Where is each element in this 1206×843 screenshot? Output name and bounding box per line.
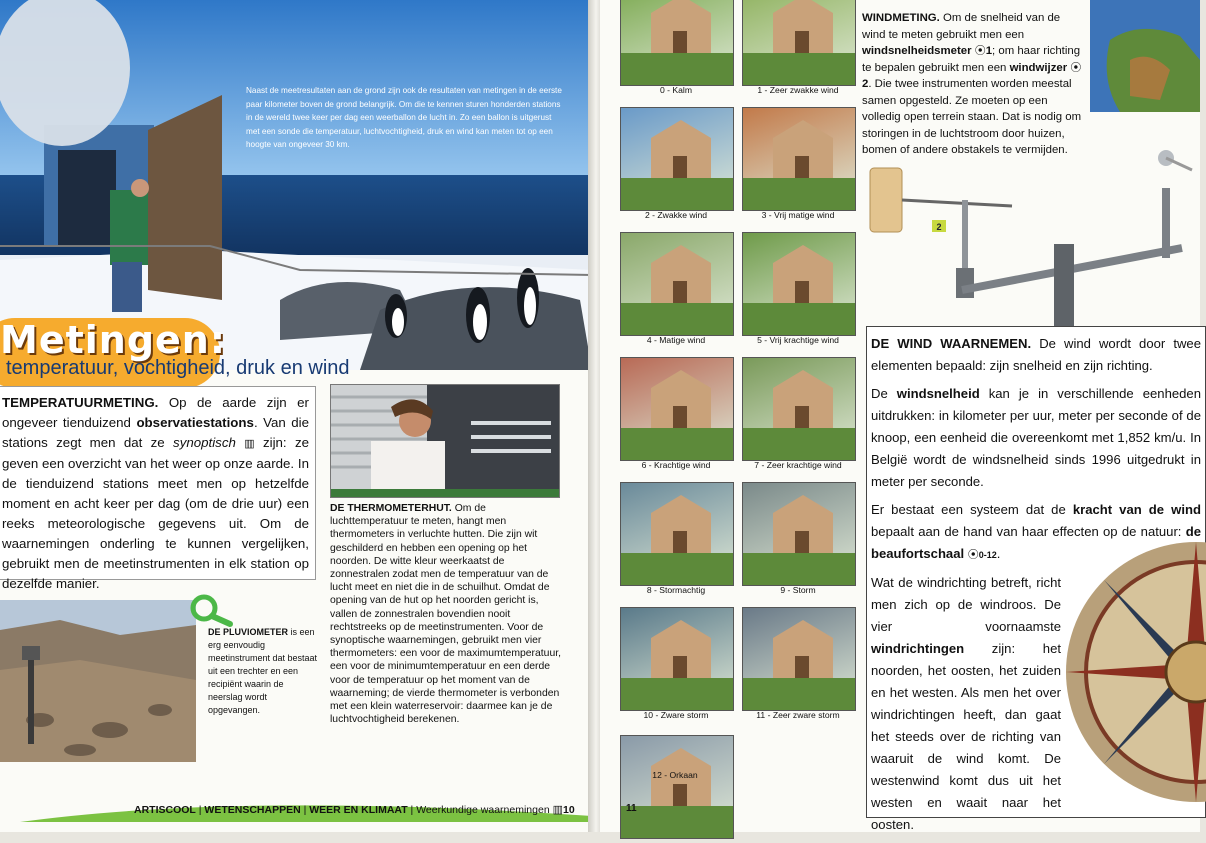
footer-separator: | — [195, 804, 205, 816]
hero-caption: Naast de meetresultaten aan de grond zijn ook de resultaten van metingen in de eerste paar kilometer boven de grond belangrijk. Om die te kennen sturen honderden stations in de wereld twee keer per dag een weerballon de lucht in. Zo een ballon is uitgerust met een sonde die temperatuur, luchtvochtigheid, druk en wind kan meten tot op een hoogte van ongeveer 30 km. — [246, 86, 562, 150]
page-subtitle: temperatuur, vochtigheid, druk en wind — [6, 357, 350, 379]
book-icon: ▥ — [244, 438, 255, 450]
beaufort-tile-4 — [620, 232, 734, 336]
beaufort-tile-2 — [620, 107, 734, 211]
page-number-left: 10 — [563, 804, 575, 816]
beaufort-label-3: 3 - Vrij matige wind — [761, 210, 835, 220]
hero-photo-antarctic-balloon — [0, 0, 592, 370]
windkracht-term: kracht van de wind — [1072, 502, 1201, 517]
footer-subject: WETENSCHAPPEN — [204, 804, 301, 816]
anemometer-term: windsnelheidsmeter — [862, 45, 972, 57]
beaufort-label-8: 8 - Stormachtig — [646, 585, 706, 595]
intro-text-box — [0, 386, 316, 591]
intro-text-2: . Van die stations zegt men dat ze — [2, 415, 310, 450]
thermometer-hut-body: Om de luchttemperatuur te meten, hangt men thermometers in verluchte hutten. Die zijn wit geschilderd en hebben een opening op het noorden. De witte kleur weerkaatst de zonnestralen zodat men de temperatuur van de lucht meet en niet die in de schuilhut. Omdat de opening van de hut op het noorden gericht is, vallen de zonnestralen bovendien nooit rechtstreeks op de meetinstrumenten. Voor de synoptische waarnemingen, gebruikt men vier thermometers: een voor de maximumtemperatuur, een voor de minimumtemperatuur en een derde voor de temperatuur op het moment van de waarneming; de vierde thermometer is verbonden met een klein waterreservoir: daarmee kan je de luchtvochtigheid berekenen. — [330, 503, 561, 726]
beaufort-label-2: 2 - Zwakke wind — [644, 210, 708, 220]
pluviometer-text — [208, 626, 320, 717]
globe-map-image — [1090, 0, 1200, 112]
beaufort-tile-5 — [742, 232, 856, 336]
beaufort-tile-0 — [620, 0, 734, 86]
windsnelheid-term: windsnelheid — [896, 386, 980, 401]
book-icon: ▥ — [552, 804, 563, 816]
right-page — [600, 0, 1200, 832]
windmeting-text — [862, 10, 1084, 159]
footer-separator: | — [407, 804, 417, 816]
windrichtingen-term: windrichtingen — [871, 641, 965, 656]
beaufort-label-11: 11 - Zeer zware storm — [756, 710, 840, 720]
intro-stations-term: observatiestations — [136, 415, 254, 430]
thermometer-hut-text — [330, 502, 562, 726]
beaufort-label-0: 0 - Kalm — [660, 85, 692, 95]
beaufort-tile-8 — [620, 482, 734, 586]
beaufort-label-9: 9 - Storm — [780, 585, 816, 595]
beaufort-label-5: 5 - Vrij krachtige wind — [757, 335, 839, 345]
pluviometer-body: is een erg eenvoudig meetinstrument dat bestaat uit een trechter en een recipiënt waarin de neerslag wordt opgevangen. — [208, 627, 318, 715]
footer-topic: Weerkundige waarnemingen — [416, 804, 550, 816]
windmeting-text-3: . Die twee instrumenten worden meestal samen opgesteld. Ze moeten op een volledig open terrein staan. Dat is nodig om storingen in de luchtstroom door huizen, bomen of andere obstakels te vermijden. — [862, 78, 1082, 156]
magnifier-icon — [186, 594, 232, 626]
page-number-right: 11 — [626, 803, 637, 814]
panel-text: bepaalt aan de hand van haar effecten op de natuur: — [871, 524, 1186, 539]
footer-running-head — [134, 803, 575, 816]
footer-theme: WEER EN KLIMAAT — [309, 804, 408, 816]
reference-number: 2 — [862, 78, 869, 90]
compass-rose-image — [1056, 542, 1206, 802]
beaufort-label-7: 7 - Zeer krachtige wind — [754, 460, 842, 470]
instrument-label: 2 — [936, 222, 942, 232]
beaufort-tile-3 — [742, 107, 856, 211]
beaufort-tile-6 — [620, 357, 734, 461]
panel-paragraph-2 — [871, 383, 1201, 493]
footer-brand: ARTISCOOL — [134, 804, 196, 816]
page-title: Metingen: — [0, 318, 227, 362]
panel-text: kan je in verschillende eenheden uitdrukken: in kilometer per uur, meter per seconde of de knoop, een eenheid die overeenkomt met 1,852 km/u. In België wordt de windsnelheid sinds 1996 uitgedrukt in meter per seconde. — [871, 386, 1201, 489]
reference-arrow-icon: ⦿ — [974, 45, 986, 57]
reference-range: 0-12 — [978, 550, 997, 560]
wind-vane-term: windwijzer — [1009, 61, 1068, 74]
beaufort-tile-1 — [742, 0, 856, 86]
pluviometer-photo — [0, 600, 196, 762]
thermometer-hut-lead: DE THERMOMETERHUT. — [330, 503, 452, 514]
panel-text: De — [871, 386, 897, 401]
beaufort-label-10: 10 - Zware storm — [643, 710, 709, 720]
panel-text: Er bestaat een systeem dat de — [871, 502, 1073, 517]
thermometer-hut-photo — [330, 384, 560, 498]
beaufort-label-12: 12 - Orkaan — [652, 770, 698, 780]
windmeting-lead: WINDMETING. — [862, 12, 940, 24]
beaufort-tile-7 — [742, 357, 856, 461]
panel-text: De wind wordt door twee elementen bepaald: zijn snelheid en zijn richting. — [871, 336, 1201, 373]
intro-lead: TEMPERATUURMETING. — [2, 395, 159, 410]
beaufort-tile-11 — [742, 607, 856, 711]
intro-text-3: zijn: ze geven een overzicht van het weer op onze aarde. In de tienduizend stations meet men op hetzelfde moment en acht keer per dag (om de drie uur) een reeks meteorologische gegevens uit. Om de waarnemingen onderling te kunnen vergelijken, gebruikt men de meetinstrumenten in elk station op dezelfde manier. — [2, 435, 309, 591]
intro-text-1: Op de aarde zijn er ongeveer tienduizend — [2, 395, 309, 430]
anemometer-wind-vane-photo — [862, 148, 1200, 328]
panel-text: . — [996, 546, 1001, 561]
panel-text: zijn: het noorden, het oosten, het zuiden en het westen. Als men het over windrichtingen heeft, dan gaat het steeds over de richting van waaruit de wind komt. De westenwind komt dus uit het westen en waait naar het oosten. — [871, 641, 1061, 832]
beaufort-label-6: 6 - Krachtige wind — [641, 460, 711, 470]
panel-text: Wat de windrichting betreft, richt men zich op de windroos. De vier voornaamste — [871, 575, 1061, 634]
beaufort-label-1: 1 - Zeer zwakke wind — [757, 85, 839, 95]
footer-separator: | — [300, 804, 310, 816]
panel-paragraph-1 — [871, 333, 1201, 377]
panel-paragraph-4 — [871, 572, 1061, 836]
beaufort-tile-12 — [620, 735, 734, 839]
windmeting-text-1: Om de snelheid van de wind te meten gebruikt men een — [862, 12, 1061, 41]
beaufort-tile-10 — [620, 607, 734, 711]
beaufort-tile-9 — [742, 482, 856, 586]
beaufortschaal-term: de beaufortschaal — [871, 524, 1201, 561]
reference-number: 1 — [985, 45, 993, 57]
windmeting-text-2: ; om haar richting te bepalen gebruikt men een — [862, 45, 1081, 74]
panel-lead: DE WIND WAARNEMEN. — [871, 336, 1032, 351]
left-page — [0, 0, 592, 832]
intro-synoptisch-term: synoptisch — [173, 435, 236, 450]
pluviometer-lead: DE PLUVIOMETER — [208, 627, 289, 637]
reference-arrow-icon: ⦿ — [967, 549, 979, 561]
reference-arrow-icon: ⦿ — [1070, 61, 1082, 74]
beaufort-label-4: 4 - Matige wind — [646, 335, 706, 345]
